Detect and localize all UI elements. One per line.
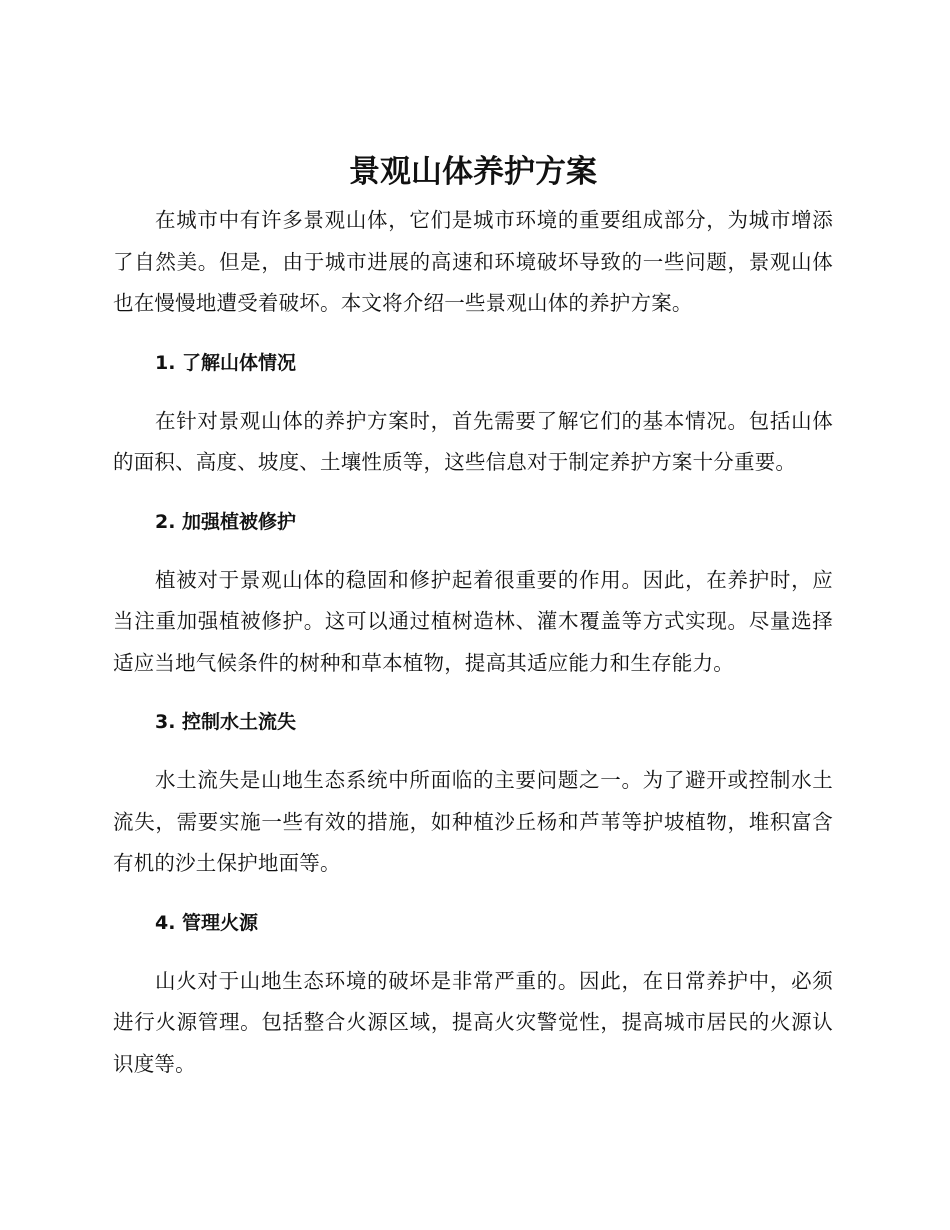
intro-paragraph: 在城市中有许多景观山体，它们是城市环境的重要组成部分，为城市增添了自然美。但是，由于城市进展的高速和环境破坏导致的一些问题，景观山体也在慢慢地遭受着破坏。本文将介绍一些景观山体的养护方案。 — [113, 208, 833, 315]
document-page — [113, 150, 833, 1085]
document-title: 景观山体养护方案 — [349, 154, 597, 190]
section-body: 在针对景观山体的养护方案时，首先需要了解它们的基本情况。包括山体的面积、高度、坡度、土壤性质等，这些信息对于制定养护方案十分重要。 — [113, 408, 833, 474]
section-body: 水土流失是山地生态系统中所面临的主要问题之一。为了避开或控制水土流失，需要实施一些有效的措施，如种植沙丘杨和芦苇等护坡植物，堆积富含有机的沙土保护地面等。 — [113, 768, 833, 875]
section-understand-mountain — [113, 349, 833, 484]
section-fire-management — [113, 909, 833, 1086]
section-heading: 1. 了解山体情况 — [155, 351, 297, 374]
section-heading: 2. 加强植被修护 — [155, 510, 297, 533]
section-heading: 3. 控制水土流失 — [155, 711, 297, 733]
section-body: 山火对于山地生态环境的破坏是非常严重的。因此，在日常养护中，必须进行火源管理。包括整合火源区域，提高火灾警觉性，提高城市居民的火源认识度等。 — [113, 968, 833, 1076]
section-erosion-control — [113, 708, 833, 885]
section-vegetation-repair — [113, 508, 833, 685]
section-heading: 4. 管理火源 — [155, 911, 259, 934]
section-body: 植被对于景观山体的稳固和修护起着很重要的作用。因此，在养护时，应当注重加强植被修护。这可以通过植树造林、灌木覆盖等方式实现。尽量选择适应当地气候条件的树种和草本植物，提高其适应能力和生存能力。 — [113, 567, 833, 675]
